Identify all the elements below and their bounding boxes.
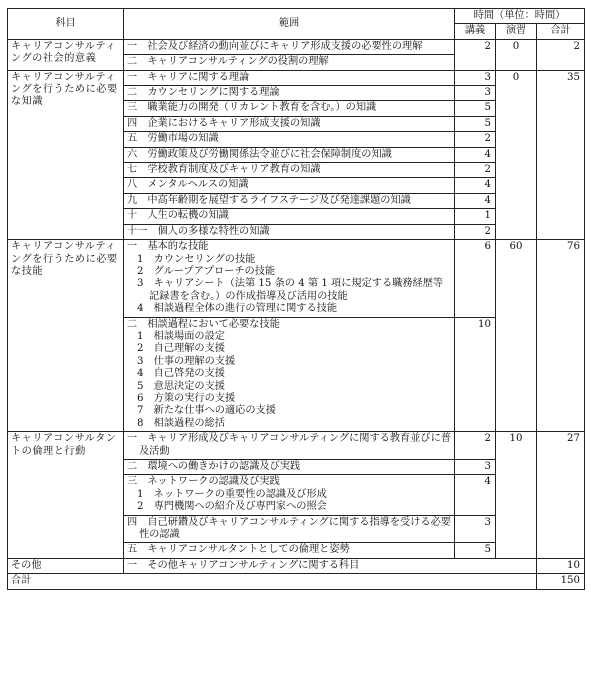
header-time: 時間（単位：時間） xyxy=(455,9,585,24)
curriculum-table xyxy=(7,8,585,590)
sub-item: 8 相談過程の総括 xyxy=(137,417,225,429)
total-cell: 10 xyxy=(537,558,585,573)
scope-cell: 七 学校教育制度及びキャリア教育の知識 xyxy=(124,163,455,178)
sub-item: 2 グループアプローチの技能 xyxy=(137,265,276,277)
header-subject: 科目 xyxy=(8,9,124,40)
scope-cell: 一 キャリア形成及びキャリアコンサルティングに関する教育並びに普及活動 xyxy=(124,432,455,460)
scope-cell: 五 キャリアコンサルタントとしての倫理と姿勢 xyxy=(124,543,455,558)
header-lecture: 講義 xyxy=(455,24,496,39)
lecture-cell: 1 xyxy=(455,209,496,224)
scope-cell: 二 キャリアコンサルティングの役割の理解 xyxy=(124,55,455,70)
subject-cell: その他 xyxy=(8,558,124,573)
header-scope: 範囲 xyxy=(124,9,455,40)
scope-cell: 六 労働政策及び労働関係法令並びに社会保障制度の知識 xyxy=(124,147,455,162)
practice-cell: 0 xyxy=(496,70,537,239)
subject-cell: キャリアコンサルタントの倫理と行動 xyxy=(8,432,124,559)
subject-cell: キャリアコンサルティングを行うために必要な技能 xyxy=(8,240,124,432)
sub-item: 3 キャリアシート（法第 15 条の 4 第 1 項に規定する職務経歴等記録書を含む。）の作成指導及び活用の技能 xyxy=(137,278,444,302)
lecture-cell: 2 xyxy=(455,132,496,147)
scope-item: 一 基本的な技能 xyxy=(127,241,209,253)
sub-item: 3 仕事の理解の支援 xyxy=(137,355,236,367)
scope-cell xyxy=(124,240,455,317)
lecture-cell: 2 xyxy=(455,163,496,178)
header-total: 合計 xyxy=(537,24,585,39)
lecture-cell: 4 xyxy=(455,475,496,515)
scope-cell: 一 その他キャリアコンサルティングに関する科目 xyxy=(124,558,537,573)
table-body xyxy=(8,39,585,589)
table-row xyxy=(8,558,585,573)
table-row xyxy=(8,240,585,317)
scope-cell: 一 キャリアに関する理論 xyxy=(124,70,455,85)
grand-total-label: 合計 xyxy=(8,574,537,589)
sub-item: 4 相談過程全体の進行の管理に関する技能 xyxy=(137,303,338,315)
scope-cell: 九 中高年齢期を展望するライフステージ及び発達課題の知識 xyxy=(124,193,455,208)
lecture-cell: 5 xyxy=(455,116,496,131)
scope-cell: 四 企業におけるキャリア形成支援の知識 xyxy=(124,116,455,131)
sub-item: 4 自己啓発の支援 xyxy=(137,368,225,380)
header-practice: 演習 xyxy=(496,24,537,39)
sub-item: 1 カウンセリングの技能 xyxy=(137,253,256,265)
sub-item: 5 意思決定の支援 xyxy=(137,380,225,392)
practice-cell: 60 xyxy=(496,240,537,432)
scope-item: 二 相談過程において必要な技能 xyxy=(127,318,280,330)
lecture-cell: 4 xyxy=(455,178,496,193)
table-row xyxy=(8,70,585,85)
sub-item: 2 自己理解の支援 xyxy=(137,343,225,355)
lecture-cell: 2 xyxy=(455,224,496,239)
lecture-cell: 5 xyxy=(455,101,496,116)
lecture-cell: 3 xyxy=(455,460,496,475)
lecture-cell: 5 xyxy=(455,543,496,558)
scope-cell xyxy=(124,317,455,432)
table-row xyxy=(8,432,585,460)
lecture-cell: 6 xyxy=(455,240,496,317)
lecture-cell: 10 xyxy=(455,317,496,432)
scope-cell xyxy=(124,475,455,515)
lecture-cell: 3 xyxy=(455,86,496,101)
sub-item: 2 専門機関への紹介及び専門家への照会 xyxy=(137,501,327,513)
sub-item: 7 新たな仕事への適応の支援 xyxy=(137,405,276,417)
subject-cell: キャリアコンサルティングを行うために必要な知識 xyxy=(8,70,124,239)
grand-total-value: 150 xyxy=(537,574,585,589)
total-cell: 2 xyxy=(537,39,585,70)
table-row xyxy=(8,574,585,589)
scope-cell: 十 人生の転機の知識 xyxy=(124,209,455,224)
lecture-cell: 2 xyxy=(455,432,496,460)
total-cell: 76 xyxy=(537,240,585,432)
table-row xyxy=(8,39,585,54)
lecture-cell: 4 xyxy=(455,147,496,162)
lecture-cell: 3 xyxy=(455,70,496,85)
scope-cell: 三 職業能力の開発（リカレント教育を含む。）の知識 xyxy=(124,101,455,116)
sub-item: 1 相談場面の設定 xyxy=(137,330,225,342)
scope-cell: 一 社会及び経済の動向並びにキャリア形成支援の必要性の理解 xyxy=(124,39,455,54)
practice-cell: 10 xyxy=(496,432,537,559)
total-cell: 35 xyxy=(537,70,585,239)
sub-item: 6 方策の実行の支援 xyxy=(137,392,236,404)
lecture-cell: 3 xyxy=(455,515,496,543)
scope-cell: 二 カウンセリングに関する理論 xyxy=(124,86,455,101)
sub-item: 1 ネットワークの重要性の認識及び形成 xyxy=(137,488,327,500)
scope-cell: 四 自己研鑽及びキャリアコンサルティングに関する指導を受ける必要性の認識 xyxy=(124,515,455,543)
subject-cell: キャリアコンサルティングの社会的意義 xyxy=(8,39,124,70)
lecture-cell: 4 xyxy=(455,193,496,208)
scope-cell: 五 労働市場の知識 xyxy=(124,132,455,147)
scope-cell: 二 環境への働きかけの認識及び実践 xyxy=(124,460,455,475)
scope-item: 三 ネットワークの認識及び実践 xyxy=(127,476,280,488)
scope-cell: 八 メンタルヘルスの知識 xyxy=(124,178,455,193)
lecture-cell: 2 xyxy=(455,39,496,70)
scope-cell: 十一 個人の多様な特性の知識 xyxy=(124,224,455,239)
practice-cell: 0 xyxy=(496,39,537,70)
total-cell: 27 xyxy=(537,432,585,559)
